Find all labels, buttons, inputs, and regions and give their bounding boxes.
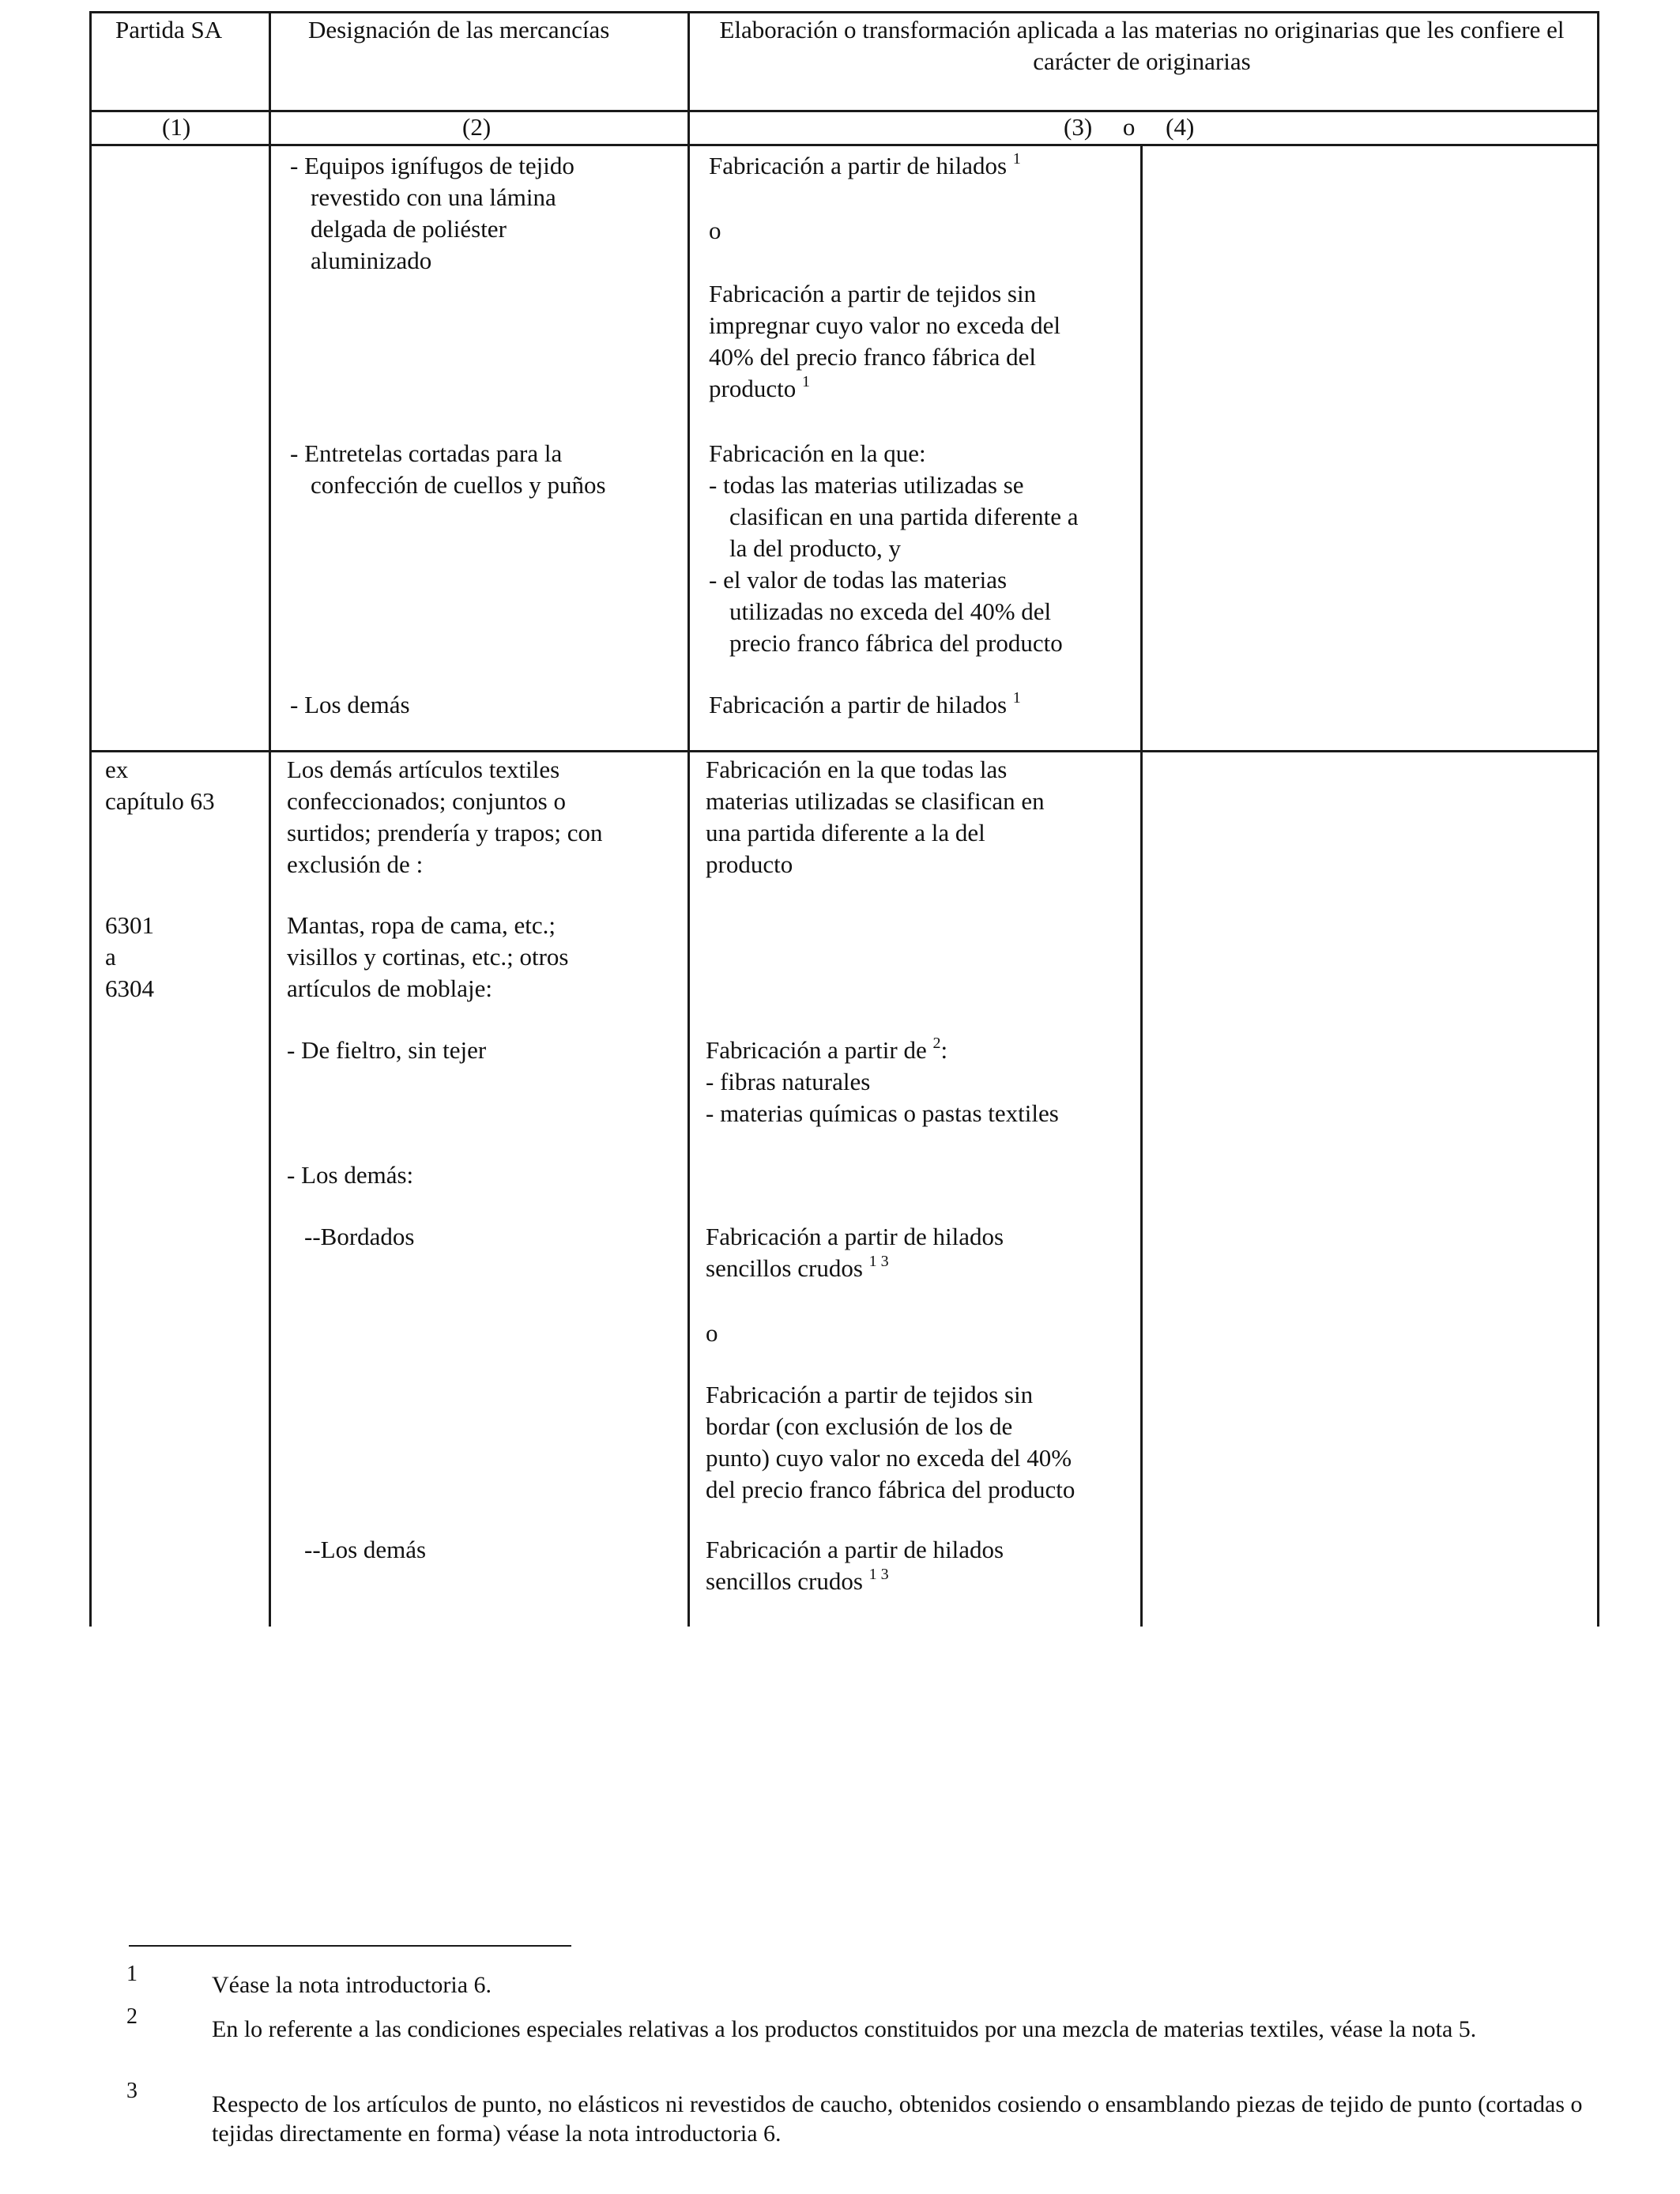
desc-mantas-3: artículos de moblaje: xyxy=(287,974,492,1002)
rule-bordados-or: o xyxy=(706,1319,718,1347)
header-designacion: Designación de las mercancías xyxy=(308,16,610,43)
footnote-ref: 1 xyxy=(1012,688,1021,707)
rule-equipos-b-4: producto $^1$ xyxy=(709,372,810,402)
desc-entretelas-2: confección de cuellos y puños xyxy=(311,471,606,499)
desc-equipos-2: revestido con una lámina xyxy=(311,183,556,211)
column-border-1-2 xyxy=(269,11,271,1627)
footnote-number-1: 1 xyxy=(126,1962,137,1986)
rule-bordados-b-2: bordar (con exclusión de los de xyxy=(706,1412,1013,1440)
rule-capitulo-2: materias utilizadas se clasifican en xyxy=(706,787,1045,815)
column-border-right xyxy=(1597,11,1599,1627)
col-number-1: (1) xyxy=(162,113,191,141)
rule-entretelas-4: la del producto, y xyxy=(729,534,901,562)
desc-los-demas-2: - Los demás: xyxy=(287,1161,414,1189)
col-number-3-4: (3) o (4) xyxy=(1064,113,1195,141)
header-bottom-border xyxy=(89,110,1599,112)
code-a: a xyxy=(105,943,116,971)
desc-los-demas-1: - Los demás xyxy=(290,691,410,718)
header-elaboracion: Elaboración o transformación aplicada a las materias no originarias que les confiere el carácter de originarias xyxy=(719,16,1565,75)
desc-capitulo-1: Los demás artículos textiles xyxy=(287,756,560,783)
column-border-3-4 xyxy=(1140,144,1143,1627)
row-separator xyxy=(89,750,1599,752)
rule-capitulo-4: producto xyxy=(706,850,793,878)
header-partida: Partida SA xyxy=(115,16,223,43)
rule-entretelas-5: - el valor de todas las materias xyxy=(709,566,1008,594)
footnote-text-1: Véase la nota introductoria 6. xyxy=(212,1972,492,1998)
rule-entretelas-2: - todas las materias utilizadas se xyxy=(709,471,1024,499)
rule-equipos-b-2: impregnar cuyo valor no exceda del xyxy=(709,311,1061,339)
desc-bordados: --Bordados xyxy=(304,1223,415,1250)
code-6304: 6304 xyxy=(105,974,154,1002)
desc-capitulo-3: surtidos; prendería y trapos; con xyxy=(287,819,603,846)
rule-bordados-a-1: Fabricación a partir de hilados xyxy=(706,1223,1004,1250)
rule-bordados-b-4: del precio franco fábrica del producto xyxy=(706,1476,1075,1503)
rule-entretelas-7: precio franco fábrica del producto xyxy=(729,629,1063,657)
rule-entretelas-1: Fabricación en la que: xyxy=(709,439,926,467)
footnote-text-3: Respecto de los artículos de punto, no elásticos ni revestidos de caucho, obtenidos cosiendo o ensamblando piezas de tejido de punto (cortadas o tejidas directamente en forma) véase la nota introductoria 6. xyxy=(212,2091,1583,2147)
rule-los-demas-3-2: sencillos crudos $^{1 3}$ xyxy=(706,1565,889,1595)
rule-los-demas-3-1: Fabricación a partir de hilados xyxy=(706,1536,1004,1563)
footnote-separator xyxy=(129,1945,571,1947)
rule-capitulo-3: una partida diferente a la del xyxy=(706,819,985,846)
desc-equipos-3: delgada de poliéster xyxy=(311,215,507,243)
table-top-border xyxy=(89,11,1599,13)
footnote-number-3: 3 xyxy=(126,2079,137,2103)
footnote-number-2: 2 xyxy=(126,2004,137,2029)
desc-equipos-4: aluminizado xyxy=(311,247,432,274)
footnote-text-2: En lo referente a las condiciones especiales relativas a los productos constituidos por una mezcla de materias textiles, véase la nota 5. xyxy=(212,2016,1477,2042)
rule-entretelas-6: utilizadas no exceda del 40% del xyxy=(729,598,1052,625)
footnote-ref: 2 xyxy=(932,1034,941,1052)
desc-los-demas-3: --Los demás xyxy=(304,1536,427,1563)
desc-equipos-1: - Equipos ignífugos de tejido xyxy=(290,152,574,179)
rule-bordados-b-1: Fabricación a partir de tejidos sin xyxy=(706,1381,1034,1408)
rule-fieltro-item-1: - fibras naturales xyxy=(706,1068,871,1095)
rule-los-demas-1: Fabricación a partir de hilados $^1$ xyxy=(709,688,1021,718)
code-ex-1: ex xyxy=(105,756,129,783)
code-ex-2: capítulo 63 xyxy=(105,787,215,815)
desc-mantas-2: visillos y cortinas, etc.; otros xyxy=(287,943,569,971)
rule-bordados-a-2: sencillos crudos $^{1 3}$ xyxy=(706,1252,889,1282)
footnote-ref: 1 3 xyxy=(868,1252,889,1270)
rule-fieltro-item-2: - materias químicas o pastas textiles xyxy=(706,1099,1059,1127)
desc-capitulo-2: confeccionados; conjuntos o xyxy=(287,787,566,815)
rule-entretelas-3: clasifican en una partida diferente a xyxy=(729,503,1079,530)
footnote-ref: 1 xyxy=(801,372,810,390)
rule-equipos-b-1: Fabricación a partir de tejidos sin xyxy=(709,280,1037,307)
rule-equipos-b-3: 40% del precio franco fábrica del xyxy=(709,343,1036,371)
rule-fieltro: Fabricación a partir de $^2$: xyxy=(706,1034,948,1064)
desc-mantas-1: Mantas, ropa de cama, etc.; xyxy=(287,911,556,939)
desc-fieltro: - De fieltro, sin tejer xyxy=(287,1036,487,1064)
rule-bordados-b-3: punto) cuyo valor no exceda del 40% xyxy=(706,1444,1072,1472)
rule-equipos-or: o xyxy=(709,217,721,244)
column-border-2-3 xyxy=(687,11,690,1627)
footnote-ref: 1 3 xyxy=(868,1565,889,1583)
footnote-ref: 1 xyxy=(1012,149,1021,168)
numbers-bottom-border xyxy=(89,144,1599,146)
desc-entretelas-1: - Entretelas cortadas para la xyxy=(290,439,563,467)
rule-capitulo-1: Fabricación en la que todas las xyxy=(706,756,1008,783)
col-number-2: (2) xyxy=(462,113,492,141)
desc-capitulo-4: exclusión de : xyxy=(287,850,424,878)
column-border-left xyxy=(89,11,92,1627)
rule-equipos-a: Fabricación a partir de hilados $^1$ xyxy=(709,149,1021,179)
code-6301: 6301 xyxy=(105,911,154,939)
